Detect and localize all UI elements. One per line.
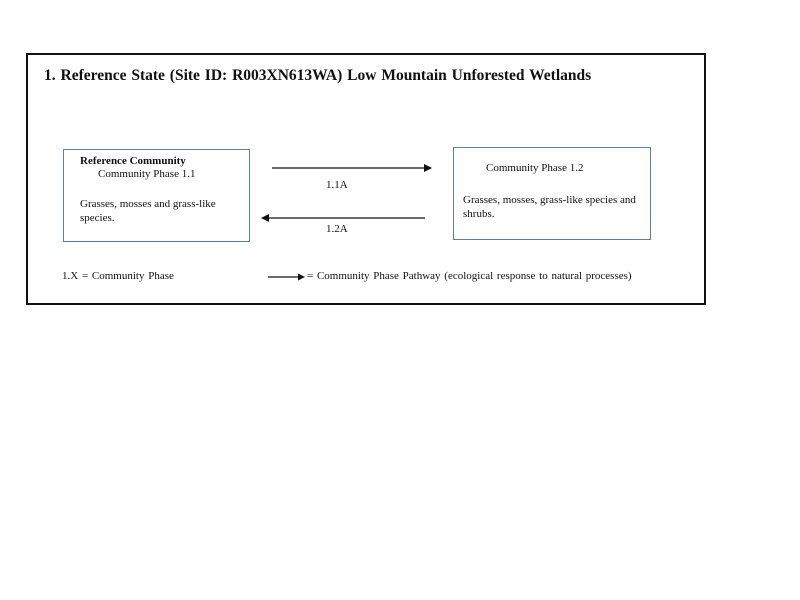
- legend-phase-key: 1.X = Community Phase: [62, 270, 174, 282]
- reference-community-heading: Reference Community: [80, 155, 186, 167]
- phase-1-1-name: Community Phase 1.1: [98, 168, 196, 180]
- legend-pathway-key: = Community Phase Pathway (ecological response to natural processes): [307, 270, 632, 282]
- legend-arrow-icon: [268, 272, 306, 282]
- pathway-1-2a-label: 1.2A: [326, 223, 348, 235]
- phase-1-2-name: Community Phase 1.2: [486, 162, 584, 174]
- state-title: 1. Reference State (Site ID: R003XN613WA) Low Mountain Unforested Wetlands: [44, 67, 592, 84]
- pathway-1-1a-label: 1.1A: [326, 179, 348, 191]
- pathway-1-1a-arrow: [272, 162, 434, 174]
- reference-state-frame: [26, 53, 706, 305]
- community-phase-1-2-box: [453, 147, 651, 240]
- phase-1-2-description: Grasses, mosses, grass-like species and shrubs.: [463, 194, 636, 220]
- phase-1-1-description: Grasses, mosses and grass-like species.: [80, 198, 216, 224]
- community-phase-1-1-box: [63, 149, 250, 242]
